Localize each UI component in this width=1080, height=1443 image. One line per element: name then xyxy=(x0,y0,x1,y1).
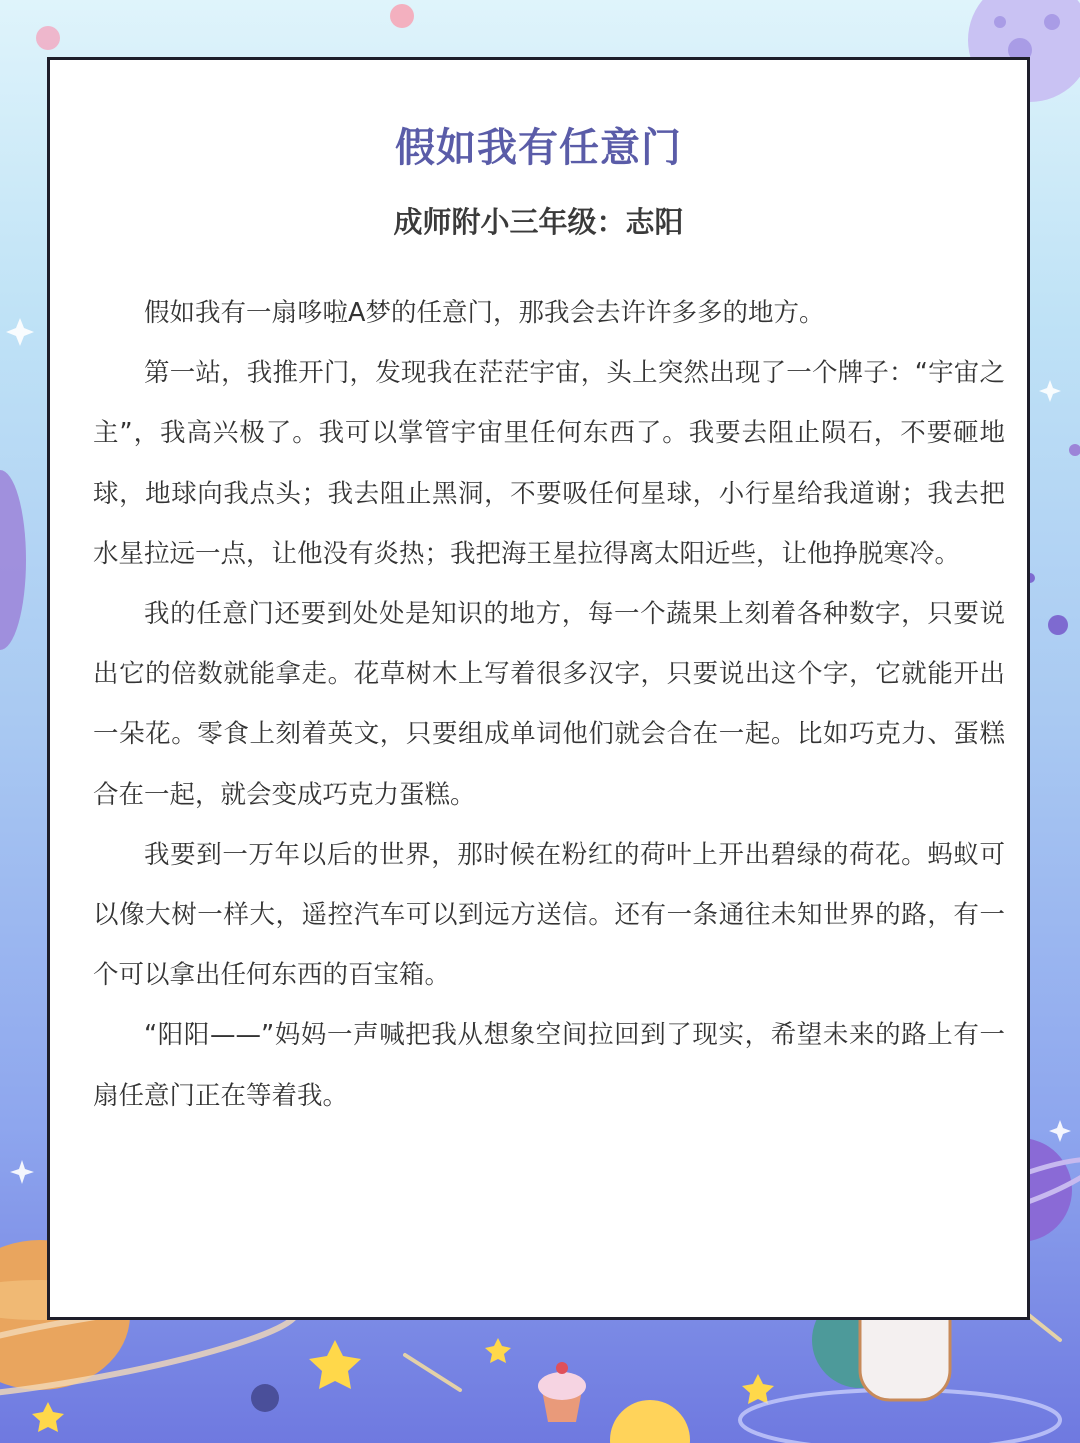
star-icon xyxy=(32,1402,64,1432)
paragraph: 我的任意门还要到处处是知识的地方，每一个蔬果上刻着各种数字，只要说出它的倍数就能拿走。花草树木上写着很多汉字，只要说出这个字，它就能开出一朵花。零食上刻着英文，只要组成单词他们就会合在一起。比如巧克力、蛋糕合在一起，就会变成巧克力蛋糕。 xyxy=(93,599,1005,810)
essay-body xyxy=(93,283,1005,1126)
star-icon xyxy=(1049,1120,1071,1142)
star-icon xyxy=(309,1340,361,1389)
star-icon xyxy=(742,1374,774,1404)
essay-title: 假如我有任意门 xyxy=(395,125,682,171)
planet-icon xyxy=(610,1400,690,1443)
star-icon xyxy=(485,1338,511,1363)
planet-icon xyxy=(0,470,26,650)
meteor-icon xyxy=(405,1355,460,1390)
planet-icon xyxy=(390,4,414,28)
planet-icon xyxy=(36,26,60,50)
paragraph: 假如我有一扇哆啦A梦的任意门，那我会去许许多多的地方。 xyxy=(144,298,825,328)
star-icon xyxy=(6,318,34,346)
star-icon xyxy=(10,1160,34,1184)
cupcake-illustration xyxy=(538,1362,586,1422)
star-icon xyxy=(1039,380,1061,402)
author-byline: 成师附小三年级：志阳 xyxy=(393,205,684,239)
essay-card xyxy=(47,57,1030,1320)
paragraph: 我要到一万年以后的世界，那时候在粉红的荷叶上开出碧绿的荷花。蚂蚁可以像大树一样大，遥控汽车可以到远方送信。还有一条通往未知世界的路，有一个可以拿出任何东西的百宝箱。 xyxy=(93,839,1005,991)
paragraph: “阳阳——”妈妈一声喊把我从想象空间拉回到了现实，希望未来的路上有一扇任意门正在等着我。 xyxy=(93,1020,1005,1111)
paragraph: 第一站，我推开门，发现我在茫茫宇宙，头上突然出现了一个牌子：“宇宙之主”，我高兴极了。我可以掌管宇宙里任何东西了。我要去阻止陨石，不要砸地球，地球向我点头；我去阻止黑洞，不要吸任何星球，小行星给我道谢；我去把水星拉远一点，让他没有炎热；我把海王星拉得离太阳近些，让他挣脱寒冷。 xyxy=(93,358,1005,569)
